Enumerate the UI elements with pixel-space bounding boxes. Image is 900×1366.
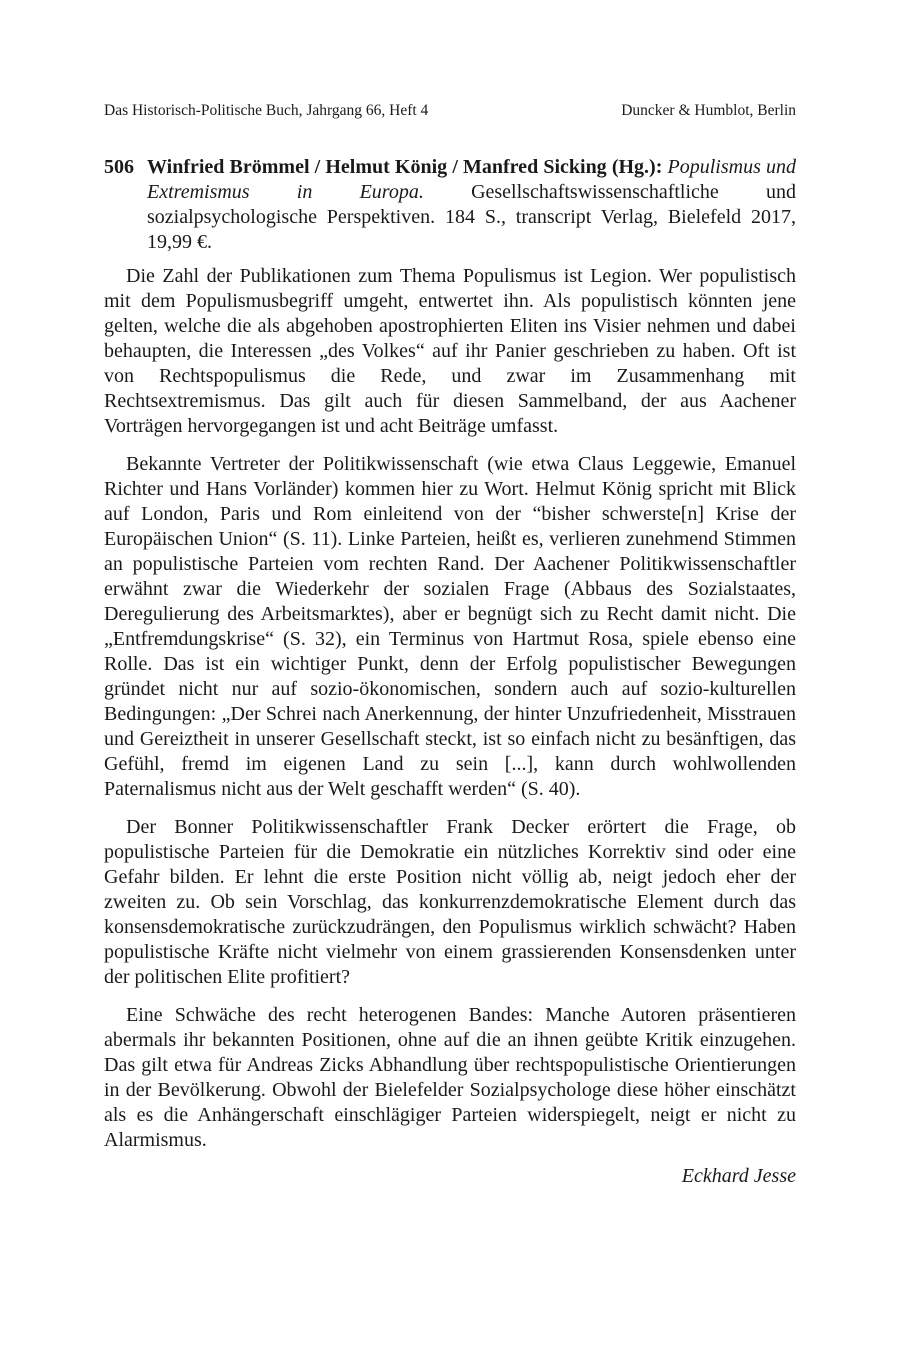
- review-content: [104, 155, 796, 1189]
- body-paragraph: Eine Schwäche des recht heterogenen Bandes: Manche Autoren präsentieren abermals ihr bekannten Positionen, ohne auf die an ihnen geübte Kritik einzugehen. Das gilt etwa für Andreas Zicks Abhandlung über rechtspopulistische Orientierungen in der Bevölkerung. Obwohl der Bielefelder Sozialpsychologe diese höher einschätzt als es die Anhängerschaft einschlägiger Parteien widerspiegelt, neigt er nicht zu Alarmismus.: [104, 1004, 796, 1151]
- entry-number: 506: [104, 156, 134, 178]
- publisher-name: Duncker & Humblot, Berlin: [621, 102, 796, 119]
- entry-title: Populismus und Extremismus in Europa.: [147, 156, 796, 203]
- body-paragraph: Die Zahl der Publikationen zum Thema Populismus ist Legion. Wer populistisch mit dem Populismusbegriff umgeht, entwertet ihn. Als populistisch könnten jene gelten, welche die als abgehoben apostrophierten Eliten ins Visier nehmen und dabei behaupten, die Interessen „des Volkes“ auf ihr Panier geschrieben zu haben. Oft ist von Rechtspopulismus die Rede, und zwar im Zusammenhang mit Rechtsextremismus. Das gilt auch für diesen Sammelband, der aus Aachener Vorträgen hervorgegangen ist und acht Beiträge umfasst.: [104, 265, 796, 437]
- entry-authors: Winfried Brömmel / Helmut König / Manfred Sicking (Hg.):: [147, 156, 663, 178]
- body-paragraph: Bekannte Vertreter der Politikwissenschaft (wie etwa Claus Leggewie, Emanuel Richter und Hans Vorländer) kommen hier zu Wort. Helmut König spricht mit Blick auf London, Paris und Rom einleitend von der “bisher schwerste[n] Krise der Europäischen Union“ (S. 11). Linke Parteien, heißt es, verlieren zunehmend Stimmen an populistische Parteien vom rechten Rand. Der Aachener Politikwissenschaftler erwähnt zwar die Wiederkehr der sozialen Frage (Abbaus des Sozialstaates, Deregulierung des Arbeitsmarktes), aber er begnügt sich zu Recht damit nicht. Die „Entfremdungskrise“ (S. 32), ein Terminus von Hartmut Rosa, spiele ebenso eine Rolle. Das ist ein wichtiger Punkt, denn der Erfolg populistischer Bewegungen gründet nicht nur auf sozio-ökonomischen, sondern auch auf sozio-kulturellen Bedingungen: „Der Schrei nach Anerkennung, der hinter Unzufriedenheit, Misstrauen und Gereiztheit in unserer Gesellschaft steckt, ist so einfach nicht zu besänftigen, das Gefühl, fremd im eigenen Land zu sein [...], kann durch wohlwollenden Paternalismus nicht aus der Welt geschafft werden“ (S. 40).: [104, 453, 796, 800]
- entry-details: Gesellschaftswissenschaftliche und sozialpsychologische Perspektiven. 184 S., transcript Verlag, Bielefeld 2017, 19,99 €.: [147, 181, 796, 253]
- bibliographic-entry: [104, 155, 796, 255]
- journal-title: Das Historisch-Politische Buch, Jahrgang 66, Heft 4: [104, 102, 429, 119]
- reviewer-signature: Eckhard Jesse: [681, 1165, 796, 1187]
- running-header: [104, 101, 796, 121]
- body-paragraph: Der Bonner Politikwissenschaftler Frank Decker erörtert die Frage, ob populistische Parteien für die Demokratie ein nützliches Korrektiv sind oder eine Gefahr bilden. Er lehnt die erste Position nicht völlig ab, neigt jedoch eher der zweiten zu. Ob sein Vorschlag, das konkurrenzdemokratische Element durch das konsensdemokratische zurückzudrängen, den Populismus wirklich schwächt? Haben populistische Kräfte nicht vielmehr von einem grassierenden Konsensdenken unter der politischen Elite profitiert?: [104, 816, 796, 988]
